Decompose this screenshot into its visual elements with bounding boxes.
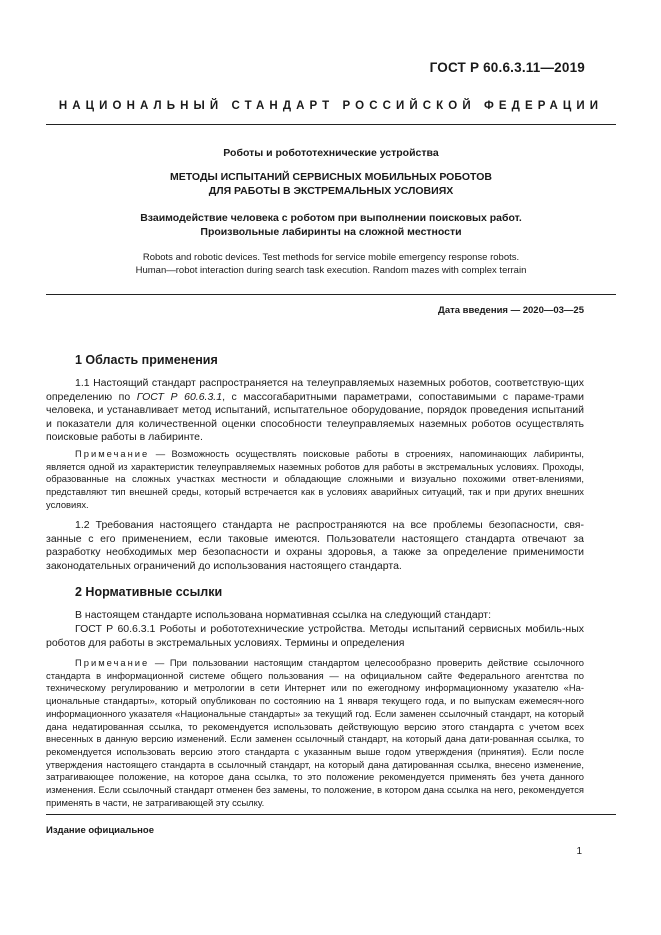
section-2-intro-paragraph: В настоящем стандарте использована нормативная ссылка на следующий стандарт: <box>75 609 492 621</box>
english-line-2: Human—robot interaction during search task execution. Random mazes with complex terrain <box>135 265 527 276</box>
subtitle-line-2: Произвольные лабиринты на сложной местности <box>200 226 462 238</box>
section-1-heading: 1 Область применения <box>75 353 218 367</box>
section-1-1-paragraph <box>46 377 584 445</box>
section-1-2-paragraph: 1.2 Требования настоящего стандарта не распространяются на все проблемы безопасности, свя-занные с его применением, если таковые имеются. Пользователи настоящего стандарта отвечают за разработку необходимых мер безопасности и охраны здоровья, а также за определение применимости законодательных ограничений до использования настоящего стандарта. <box>46 519 584 572</box>
national-standard-heading: НАЦИОНАЛЬНЫЙ СТАНДАРТ РОССИЙСКОЙ ФЕДЕРАЦИИ <box>58 100 604 112</box>
gost-reference: ГОСТ Р 60.6.3.1 <box>136 390 223 403</box>
note-label: Примечание <box>75 657 150 668</box>
section-2-heading: 2 Нормативные ссылки <box>75 585 223 599</box>
bottom-rule <box>46 814 616 815</box>
english-line-1: Robots and robotic devices. Test methods for service mobile emergency response robots. <box>142 252 520 263</box>
top-rule <box>46 124 616 125</box>
section-1-note <box>46 448 584 512</box>
standard-subtitle <box>46 211 616 239</box>
section-2-note <box>46 657 584 809</box>
introduction-date: Дата введения — 2020—03—25 <box>438 305 584 316</box>
note-text: — Возможность осуществлять поисковые работы в строениях, напоминающих лабиринты, является одной из характеристик телеуправляемых наземных роботов для работы в экстремальных условиях. Проходы, образованные на сложных участках местности и обладающие сложными и визуально похожими ответ-влениями, представляют тип внешней среды, который встречается как в условиях аварийных ситуаций, так и при других внешних условиях. <box>46 448 584 510</box>
official-edition: Издание официальное <box>46 825 154 836</box>
page-number: 1 <box>576 846 582 857</box>
section-1-1-text-start: 1.1 Настоящий стандарт распространяется на телеуправляемых наземных роботов, соответствую-щих определению по <box>46 377 584 403</box>
standard-title <box>46 170 616 198</box>
note-text: — При пользовании настоящим стандартом целесообразно проверить действие ссылочного стандарта в информационной системе общего пользования — на официальном сайте Федерального агентства по техническому регулированию и метрологии в сети Интернет или по ежегодному информационному указателю «На-циональные стандарты», который опубликован по состоянию на 1 января текущего года, и по выпускам ежемесяч-ного информационного указателя «Национальные стандарты» за текущий год. Если заменен ссылочный стандарт, на который дана недатированная ссылка, то рекомендуется использовать действующую версию этого стандарта с учетом всех внесенных в данную версию изменений. Если заменен ссылочный стандарт, на который дана дати-рованная ссылка, то рекомендуется использовать версию этого стандарта с указанным выше годом утверждения (принятия). Если после утверждения настоящего стандарта в ссылочный стандарт, на который дана датированная ссылка, внесено изменение, затрагивающее положение, на которое дана ссылка, то это положение рекомендуется применять без учета данного изменения. Если ссылочный стандарт отменен без замены, то положение, в котором дана ссылка на него, рекомендуется применять в части, не затрагивающей эту ссылку. <box>46 657 584 808</box>
subtitle-line-1: Взаимодействие человека с роботом при выполнении поисковых работ. <box>140 212 522 224</box>
section-1-1-text-end: , с массогабаритными параметрами, сопоставимыми с параме-трами человека, и устанавливает метод испытаний, испытательное оборудование, порядок проведения испытаний и показатели для количественной оценки способности телеуправляемых наземных роботов осуществлять поисковые работы в лабиринте. <box>46 390 584 444</box>
title-rule <box>46 294 616 295</box>
standard-series: Роботы и робототехнические устройства <box>223 147 439 159</box>
section-2-reference-paragraph: ГОСТ Р 60.6.3.1 Роботы и робототехнические устройства. Методы испытаний сервисных мобиль-ных роботов для работы в экстремальных условиях. Термины и определения <box>46 623 584 649</box>
gost-number: ГОСТ Р 60.6.3.11—2019 <box>429 60 585 75</box>
title-line-1: МЕТОДЫ ИСПЫТАНИЙ СЕРВИСНЫХ МОБИЛЬНЫХ РОБОТОВ <box>170 171 492 183</box>
english-title <box>46 251 616 277</box>
note-label: Примечание <box>75 448 150 459</box>
title-line-2: ДЛЯ РАБОТЫ В ЭКСТРЕМАЛЬНЫХ УСЛОВИЯХ <box>208 185 454 197</box>
